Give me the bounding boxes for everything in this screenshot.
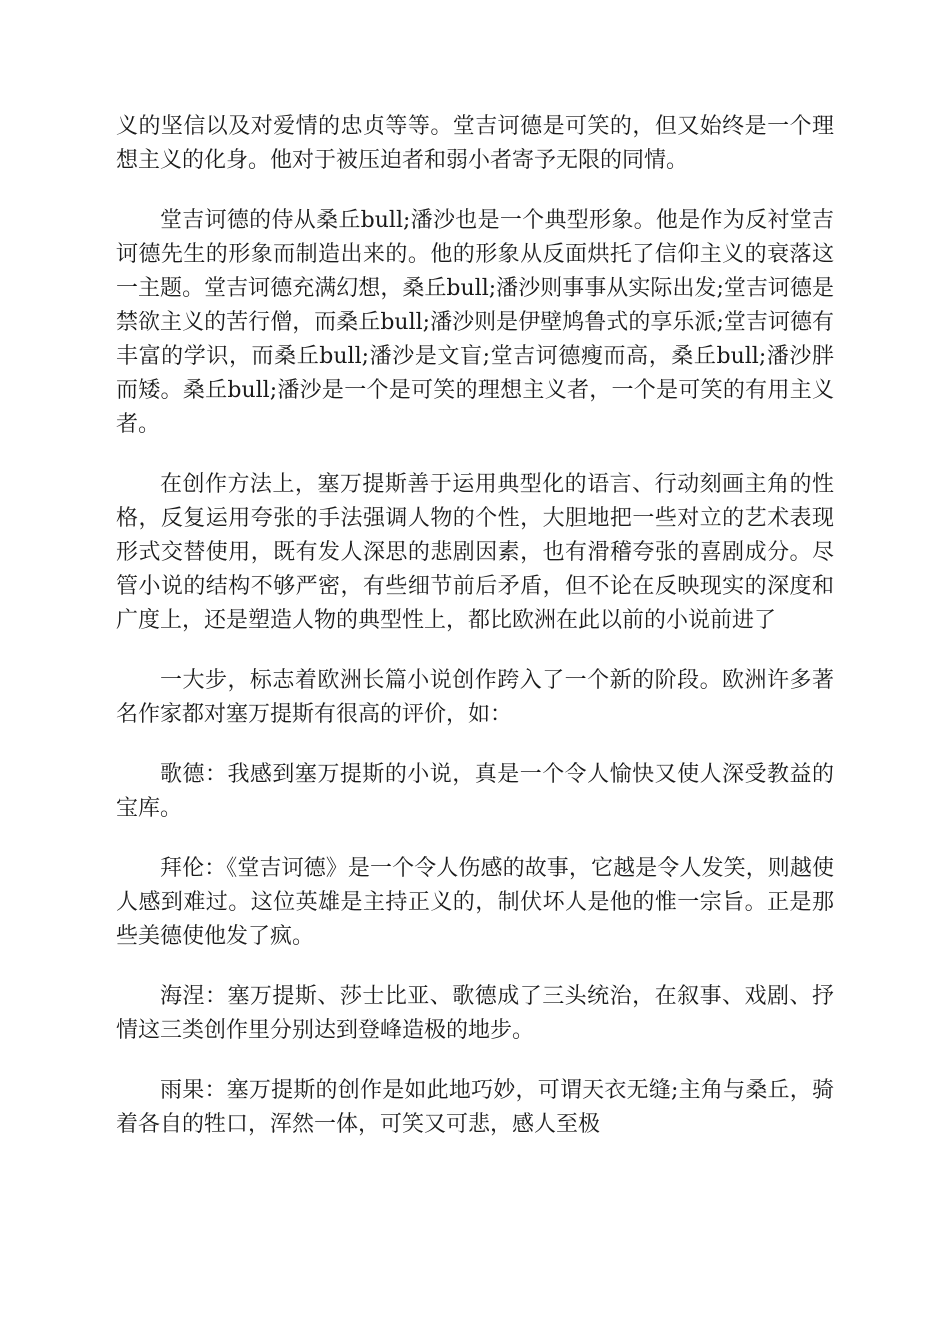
paragraph-quote-byron: 拜伦：《堂吉诃德》是一个令人伤感的故事，它越是令人发笑，则越使人感到难过。这位英雄是主持正义的，制伏坏人是他的惟一宗旨。正是那些美德使他发了疯。 <box>116 856 834 949</box>
paragraph-quote-hugo: 雨果：塞万提斯的创作是如此地巧妙，可谓天衣无缝;主角与桑丘，骑着各自的牲口，浑然一体，可笑又可悲，感人至极 <box>116 1078 834 1137</box>
document-body <box>116 110 834 1168</box>
paragraph-quote-heine: 海涅：塞万提斯、莎士比亚、歌德成了三头统治，在叙事、戏剧、抒情这三类创作里分别达到登峰造极的地步。 <box>116 984 834 1043</box>
paragraph-sancho-panza: 堂吉诃德的侍从桑丘bull;潘沙也是一个典型形象。他是作为反衬堂吉诃德先生的形象而制造出来的。他的形象从反面烘托了信仰主义的衰落这一主题。堂吉诃德充满幻想，桑丘bull;潘沙则事事从实际出发;堂吉诃德是禁欲主义的苦行僧，而桑丘bull;潘沙则是伊壁鸠鲁式的享乐派;堂吉诃德有丰富的学识，而桑丘bull;潘沙是文盲;堂吉诃德瘦而高，桑丘bull;潘沙胖而矮。桑丘bull;潘沙是一个是可笑的理想主义者，一个是可笑的有用主义者。 <box>116 208 834 437</box>
paragraph-new-stage: 一大步，标志着欧洲长篇小说创作跨入了一个新的阶段。欧洲许多著名作家都对塞万提斯有很高的评价，如： <box>116 668 834 727</box>
paragraph-creative-method: 在创作方法上，塞万提斯善于运用典型化的语言、行动刻画主角的性格，反复运用夸张的手法强调人物的个性，大胆地把一些对立的艺术表现形式交替使用，既有发人深思的悲剧因素，也有滑稽夸张的喜剧成分。尽管小说的结构不够严密，有些细节前后矛盾，但不论在反映现实的深度和广度上，还是塑造人物的典型性上，都比欧洲在此以前的小说前进了 <box>116 472 834 633</box>
paragraph-quote-goethe: 歌德：我感到塞万提斯的小说，真是一个令人愉快又使人深受教益的宝库。 <box>116 762 834 821</box>
paragraph-continuation: 义的坚信以及对爱情的忠贞等等。堂吉诃德是可笑的，但又始终是一个理想主义的化身。他对于被压迫者和弱小者寄予无限的同情。 <box>116 114 834 173</box>
